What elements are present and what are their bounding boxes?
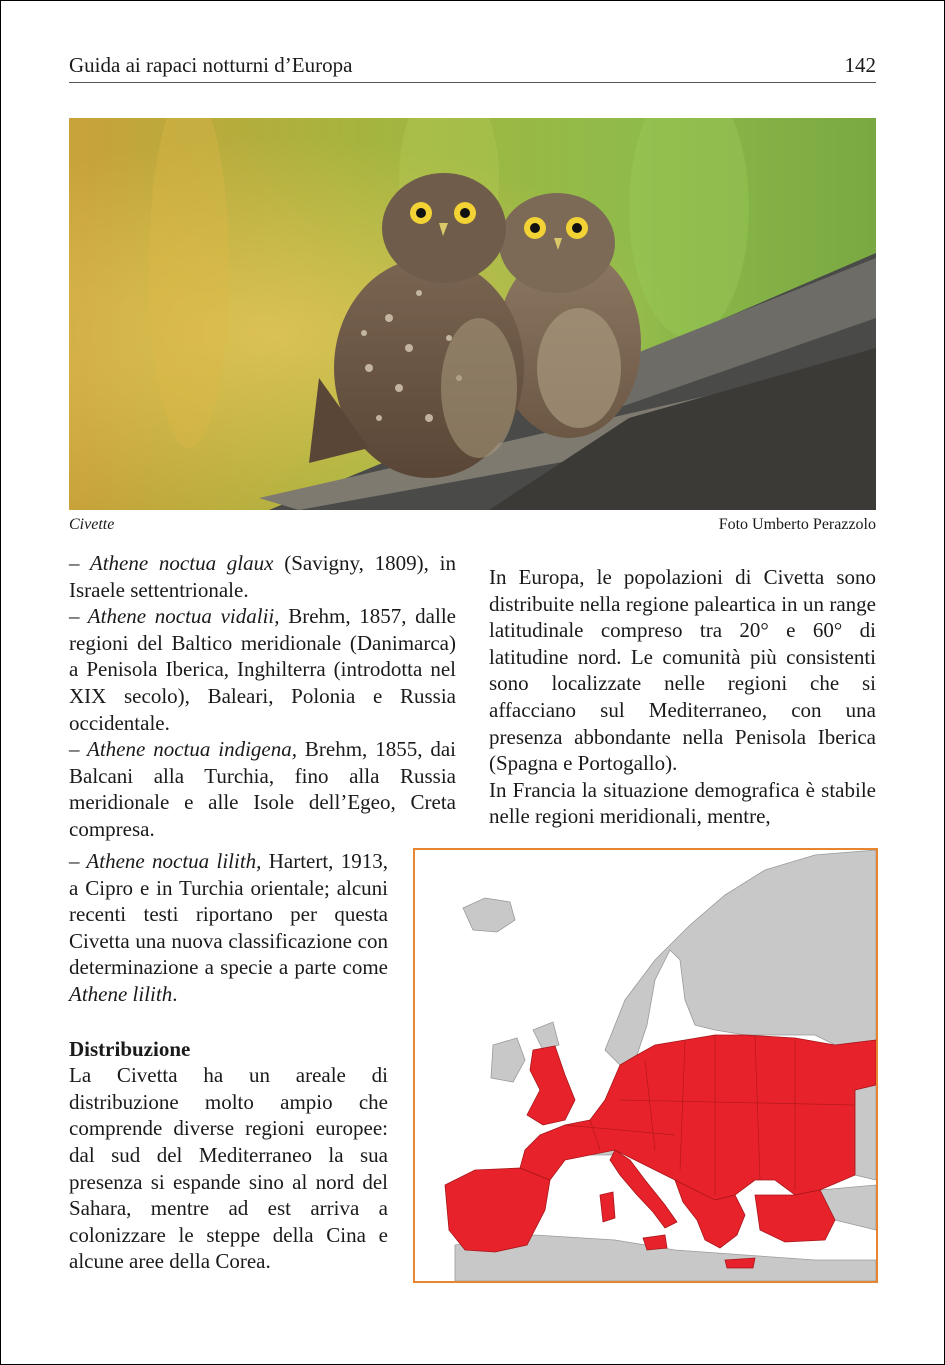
distribution-map <box>413 848 878 1283</box>
photo-credit: Foto Umberto Perazzolo <box>718 516 876 533</box>
narrow-column <box>69 848 388 1275</box>
taxon-name: – Athene noctua glaux <box>69 551 274 575</box>
page-number: 142 <box>844 53 876 77</box>
taxon-name: – Athene noctua lilith, <box>69 849 262 873</box>
species-name: Athene lilith <box>69 981 173 1006</box>
subspecies-lilith: – Athene noctua lilith, Hartert, 1913, a Cipro e in Turchia orientale; alcuni recenti testi riportano per questa Civetta una nuova classificazione con determinazione a specie a parte come Athene lilith. <box>69 849 388 1006</box>
subspecies-indigena: – Athene noctua indigena, Brehm, 1855, dai Balcani alla Turchia, fino alla Russia meridionale e alle Isole dell’Egeo, Creta compresa. <box>69 737 456 841</box>
france-paragraph: In Francia la situazione demografica è stabile nelle regioni meridionali, mentre, <box>489 777 876 829</box>
header-rule <box>69 82 876 83</box>
owls-photo <box>69 118 876 510</box>
europe-paragraph: In Europa, le popolazioni di Civetta sono distribuite nella regione paleartica in un range latitudinale compreso tra 20° e 60° di latitudine nord. Le comunità più consistenti sono localizzate nelle regioni che si affacciano sul Mediterraneo, con una presenza abbondante nella Penisola Iberica (Spagna e Portogallo). <box>489 565 876 776</box>
taxon-name: – Athene noctua vidalii, <box>69 604 280 629</box>
right-column <box>489 564 876 830</box>
subspecies-glaux: – Athene noctua glaux (Savigny, 1809), in Israele settentrionale. <box>69 551 456 602</box>
distribution-paragraph: La Civetta ha un areale di distribuzione molto ampio che comprende diverse regioni europee: dal sud del Mediterraneo la sua presenza si espande sino al nord del Sahara, mentre ad est arriva a colonizzare le steppe della Cina e alcune aree della Corea. <box>69 1063 388 1274</box>
running-header-title: Guida ai rapaci notturni d’Europa <box>69 53 353 77</box>
taxon-name: – Athene noctua indigena, <box>69 737 297 762</box>
left-column <box>69 550 456 843</box>
section-heading-distribuzione: Distribuzione <box>69 1036 191 1061</box>
photo-caption: Civette <box>69 516 115 533</box>
subspecies-vidalii: – Athene noctua vidalii, Brehm, 1857, dalle regioni del Baltico meridionale (Danimarca) a Penisola Iberica, Inghilterra (introdotta nel XIX secolo), Baleari, Polonia e Russia occidentale. <box>69 604 456 735</box>
